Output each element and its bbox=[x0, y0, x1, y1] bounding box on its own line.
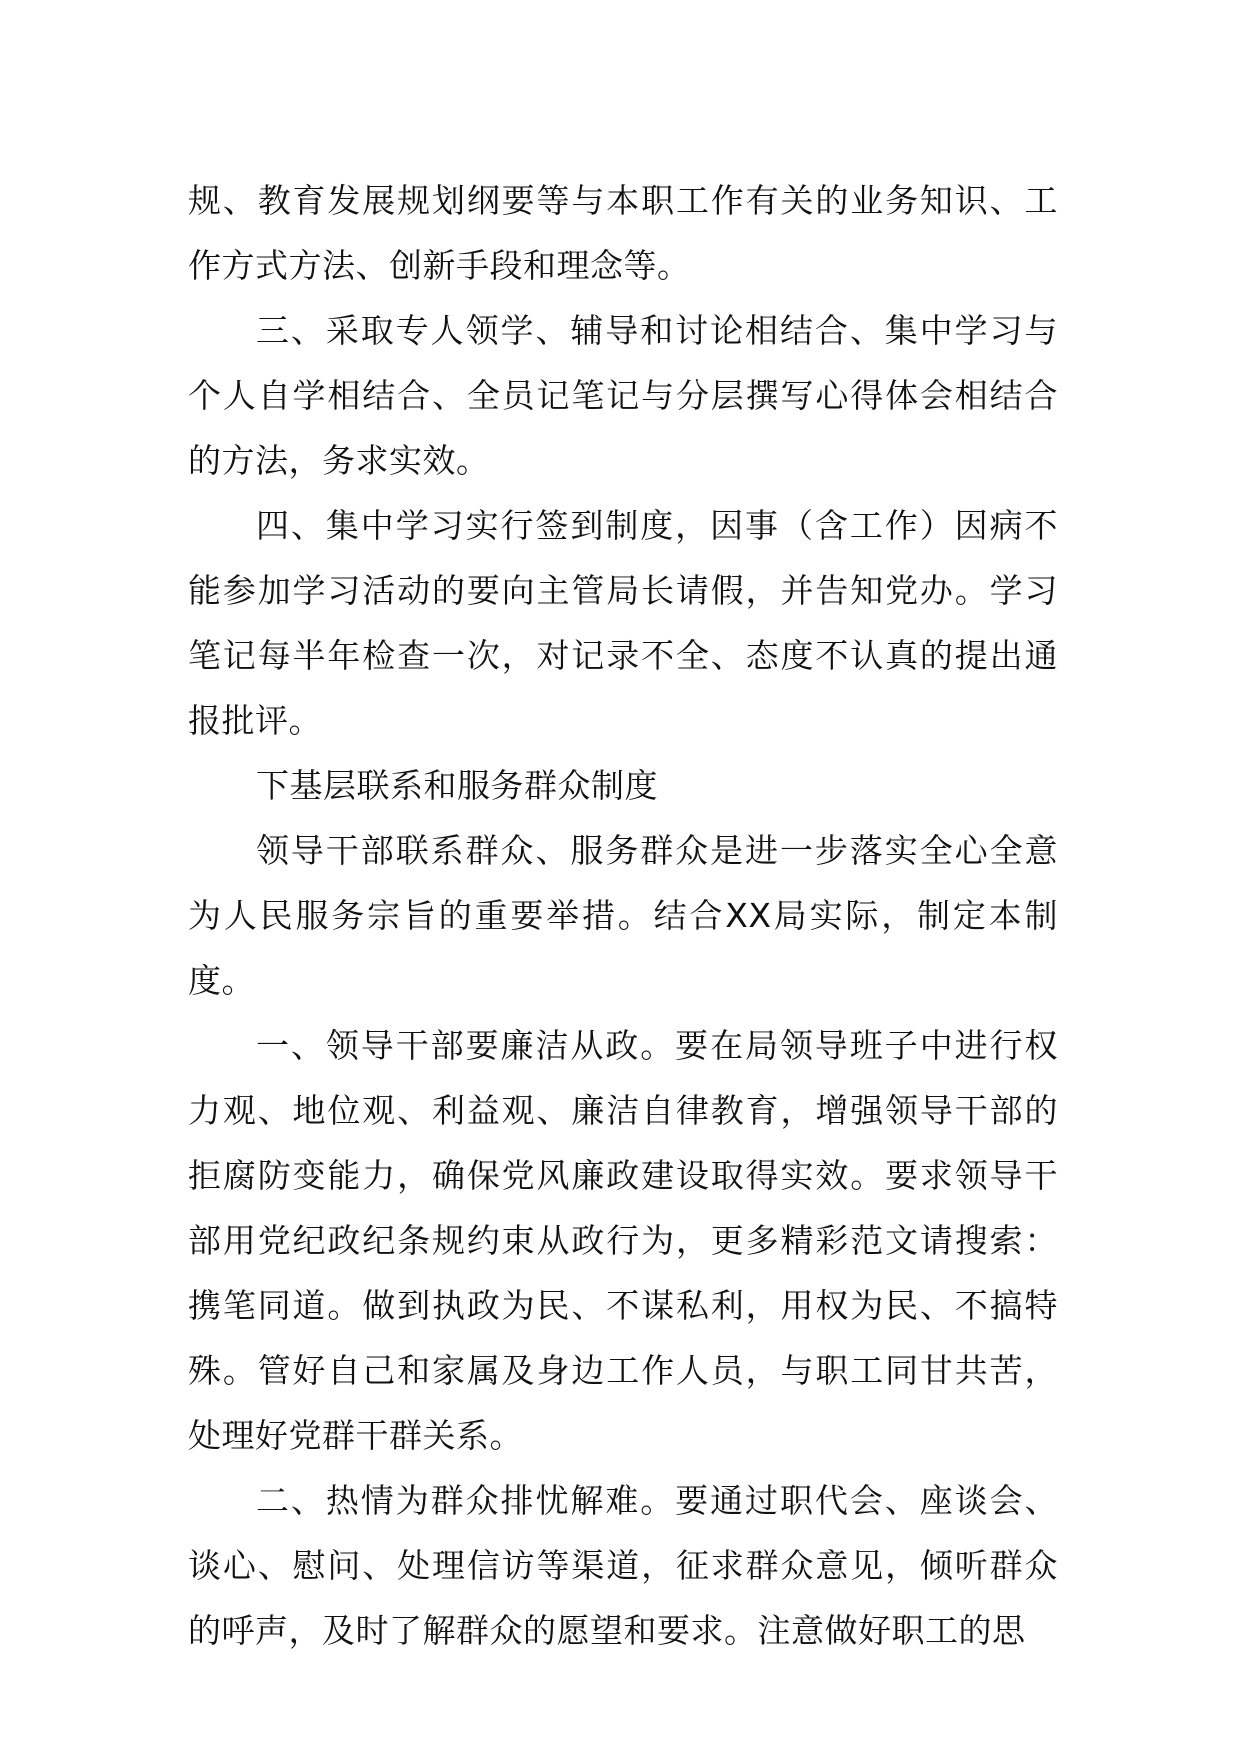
document-page bbox=[188, 168, 1058, 1663]
paragraph-item-four: 四、集中学习实行签到制度，因事（含工作）因病不能参加学习活动的要向主管局长请假，并告知党办。学习笔记每半年检查一次，对记录不全、态度不认真的提出通报批评。 bbox=[188, 506, 1058, 740]
paragraph-intro: 领导干部联系群众、服务群众是进一步落实全心全意为人民服务宗旨的重要举措。结合XX局实际，制定本制度。 bbox=[188, 831, 1058, 1000]
paragraph-item-three: 三、采取专人领学、辅导和讨论相结合、集中学习与个人自学相结合、全员记笔记与分层撰写心得体会相结合的方法，务求实效。 bbox=[188, 311, 1058, 480]
paragraph-item-one: 一、领导干部要廉洁从政。要在局领导班子中进行权力观、地位观、利益观、廉洁自律教育，增强领导干部的拒腐防变能力，确保党风廉政建设取得实效。要求领导干部用党纪政纪条规约束从政行为，更多精彩范文请搜索：携笔同道。做到执政为民、不谋私利，用权为民、不搞特殊。管好自己和家属及身边工作人员，与职工同甘共苦，处理好党群干群关系。 bbox=[188, 1026, 1058, 1455]
section-heading: 下基层联系和服务群众制度 bbox=[256, 766, 658, 805]
paragraph-continuation: 规、教育发展规划纲要等与本职工作有关的业务知识、工作方式方法、创新手段和理念等。 bbox=[188, 181, 1058, 285]
paragraph-item-two: 二、热情为群众排忧解难。要通过职代会、座谈会、谈心、慰问、处理信访等渠道，征求群众意见，倾听群众的呼声，及时了解群众的愿望和要求。注意做好职工的思 bbox=[188, 1481, 1058, 1650]
